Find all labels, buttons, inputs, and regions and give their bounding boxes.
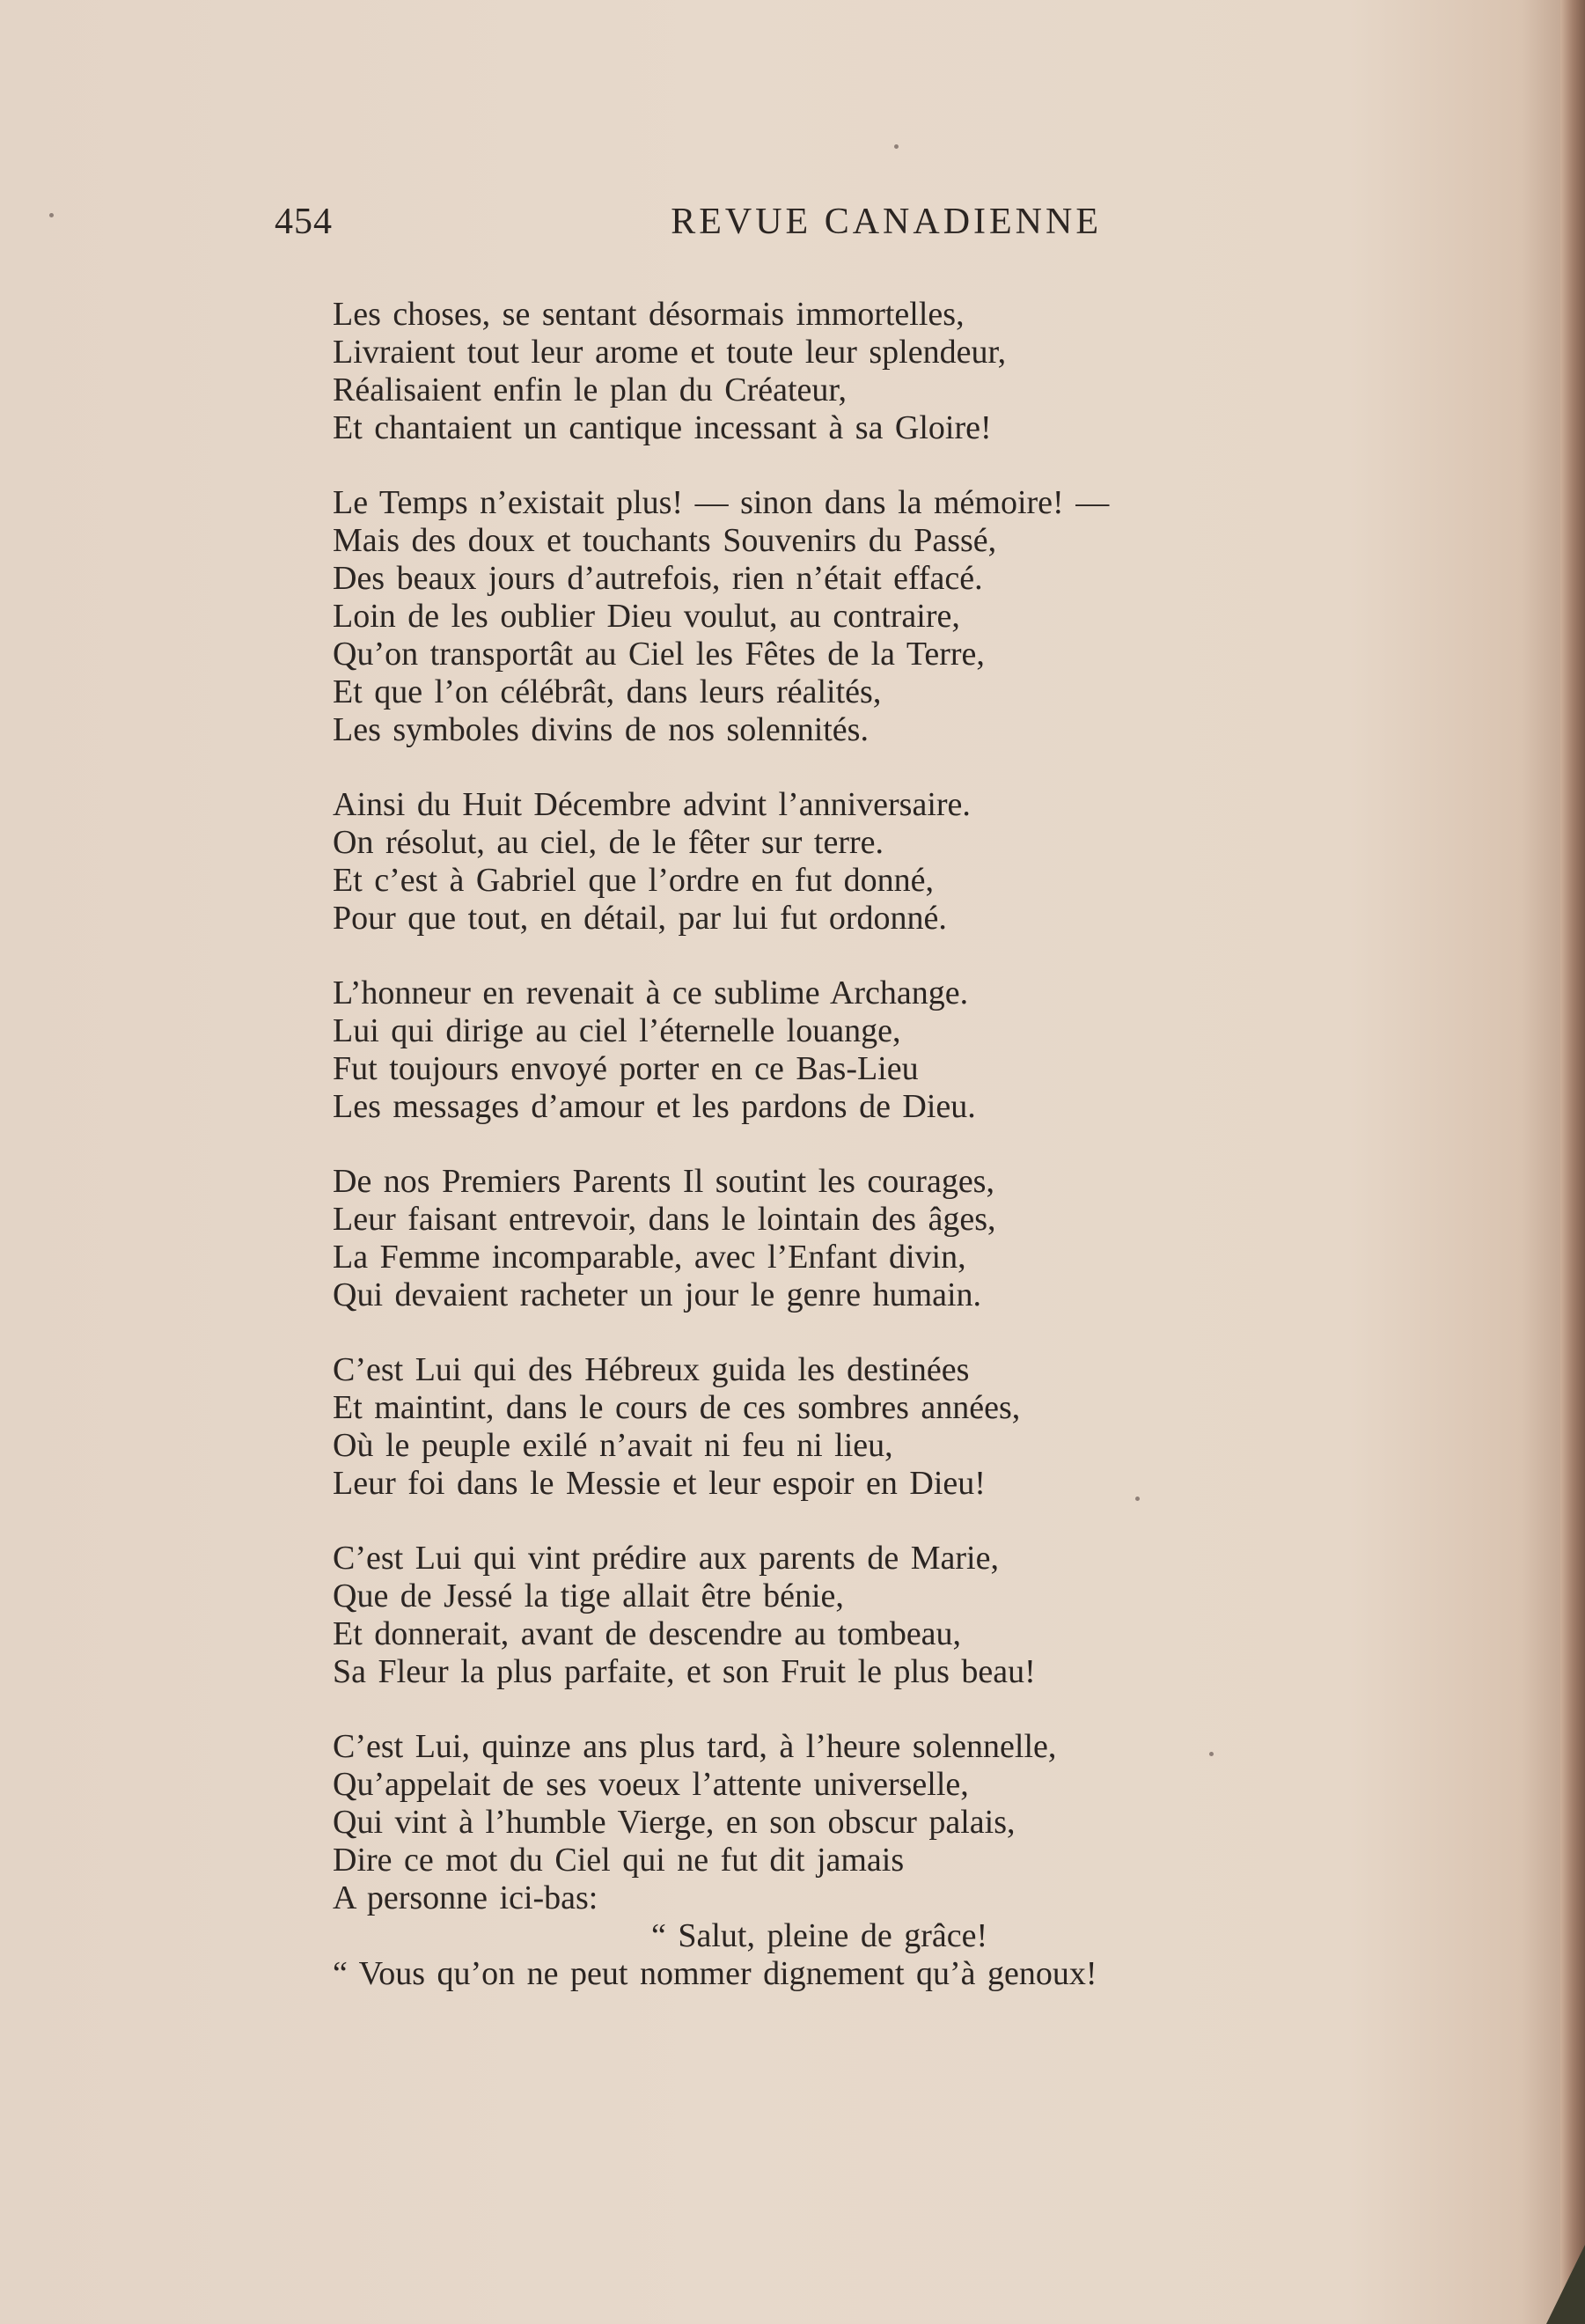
page-gutter-shadow xyxy=(1560,0,1585,2324)
verse-line: La Femme incomparable, avec l’Enfant divin, xyxy=(333,1239,966,1276)
verse-line: On résolut, au ciel, de le fêter sur terre. xyxy=(333,824,884,861)
page-number: 454 xyxy=(275,202,333,242)
verse-line: Sa Fleur la plus parfaite, et son Fruit le plus beau! xyxy=(333,1653,1036,1690)
verse-line: Lui qui dirige au ciel l’éternelle louange, xyxy=(333,1012,901,1049)
stanza xyxy=(333,1728,1283,1993)
verse-line: De nos Premiers Parents Il soutint les courages, xyxy=(333,1163,994,1200)
verse-line: L’honneur en revenait à ce sublime Archange. xyxy=(333,974,969,1011)
verse-line: Que de Jessé la tige allait être bénie, xyxy=(333,1578,844,1614)
verse-line: Et chantaient un cantique incessant à sa Gloire! xyxy=(333,409,992,446)
verse-line: Et maintint, dans le cours de ces sombres années, xyxy=(333,1389,1021,1426)
verse-line: Ainsi du Huit Décembre advint l’anniversaire. xyxy=(333,786,971,823)
verse-line: Leur foi dans le Messie et leur espoir en Dieu! xyxy=(333,1465,986,1502)
verse-line: C’est Lui qui des Hébreux guida les destinées xyxy=(333,1351,970,1388)
ink-speck xyxy=(894,144,899,149)
running-title: REVUE CANADIENNE xyxy=(671,202,1102,242)
verse-line: Livraient tout leur arome et toute leur splendeur, xyxy=(333,334,1007,371)
stanza xyxy=(333,1540,1283,1691)
verse-line-indented: “ Salut, pleine de grâce! xyxy=(651,1917,988,1954)
stanza xyxy=(333,484,1283,749)
stanza xyxy=(333,1351,1283,1503)
poem-body xyxy=(333,296,1283,2030)
verse-line: Des beaux jours d’autrefois, rien n’était effacé. xyxy=(333,560,983,597)
verse-line: Le Temps n’existait plus! — sinon dans la mémoire! — xyxy=(333,484,1110,521)
verse-line: Fut toujours envoyé porter en ce Bas-Lieu xyxy=(333,1050,919,1087)
verse-line: Et donnerait, avant de descendre au tombeau, xyxy=(333,1615,962,1652)
verse-line: A personne ici-bas: xyxy=(333,1879,598,1916)
verse-line: C’est Lui, quinze ans plus tard, à l’heure solennelle, xyxy=(333,1728,1057,1765)
verse-line: C’est Lui qui vint prédire aux parents de Marie, xyxy=(333,1540,999,1577)
verse-line: Loin de les oublier Dieu voulut, au contraire, xyxy=(333,598,960,635)
ink-speck xyxy=(49,213,54,217)
verse-line: “ Vous qu’on ne peut nommer dignement qu’à genoux! xyxy=(333,1955,1097,1992)
verse-line: Où le peuple exilé n’avait ni feu ni lieu, xyxy=(333,1427,893,1464)
verse-line: Et c’est à Gabriel que l’ordre en fut donné, xyxy=(333,862,935,899)
verse-line: Les symboles divins de nos solennités. xyxy=(333,711,869,748)
corner-mark xyxy=(1546,2245,1585,2324)
verse-line: Qui vint à l’humble Vierge, en son obscur palais, xyxy=(333,1804,1016,1841)
stanza xyxy=(333,786,1283,938)
verse-line: Leur faisant entrevoir, dans le lointain des âges, xyxy=(333,1201,996,1238)
verse-line: Et que l’on célébrât, dans leurs réalités, xyxy=(333,673,882,710)
verse-line: Réalisaient enfin le plan du Créateur, xyxy=(333,371,848,408)
verse-line: Pour que tout, en détail, par lui fut ordonné. xyxy=(333,900,947,937)
stanza xyxy=(333,974,1283,1126)
stanza xyxy=(333,296,1283,447)
page-header xyxy=(275,201,1102,254)
verse-line: Qu’appelait de ses voeux l’attente universelle, xyxy=(333,1766,969,1803)
verse-line: Les messages d’amour et les pardons de Dieu. xyxy=(333,1088,976,1125)
verse-line: Qu’on transportât au Ciel les Fêtes de la Terre, xyxy=(333,636,985,673)
verse-line: Dire ce mot du Ciel qui ne fut dit jamais xyxy=(333,1842,905,1879)
verse-line: Mais des doux et touchants Souvenirs du Passé, xyxy=(333,522,997,559)
verse-line: Qui devaient racheter un jour le genre humain. xyxy=(333,1276,982,1313)
verse-line: Les choses, se sentant désormais immortelles, xyxy=(333,296,965,333)
stanza xyxy=(333,1163,1283,1314)
